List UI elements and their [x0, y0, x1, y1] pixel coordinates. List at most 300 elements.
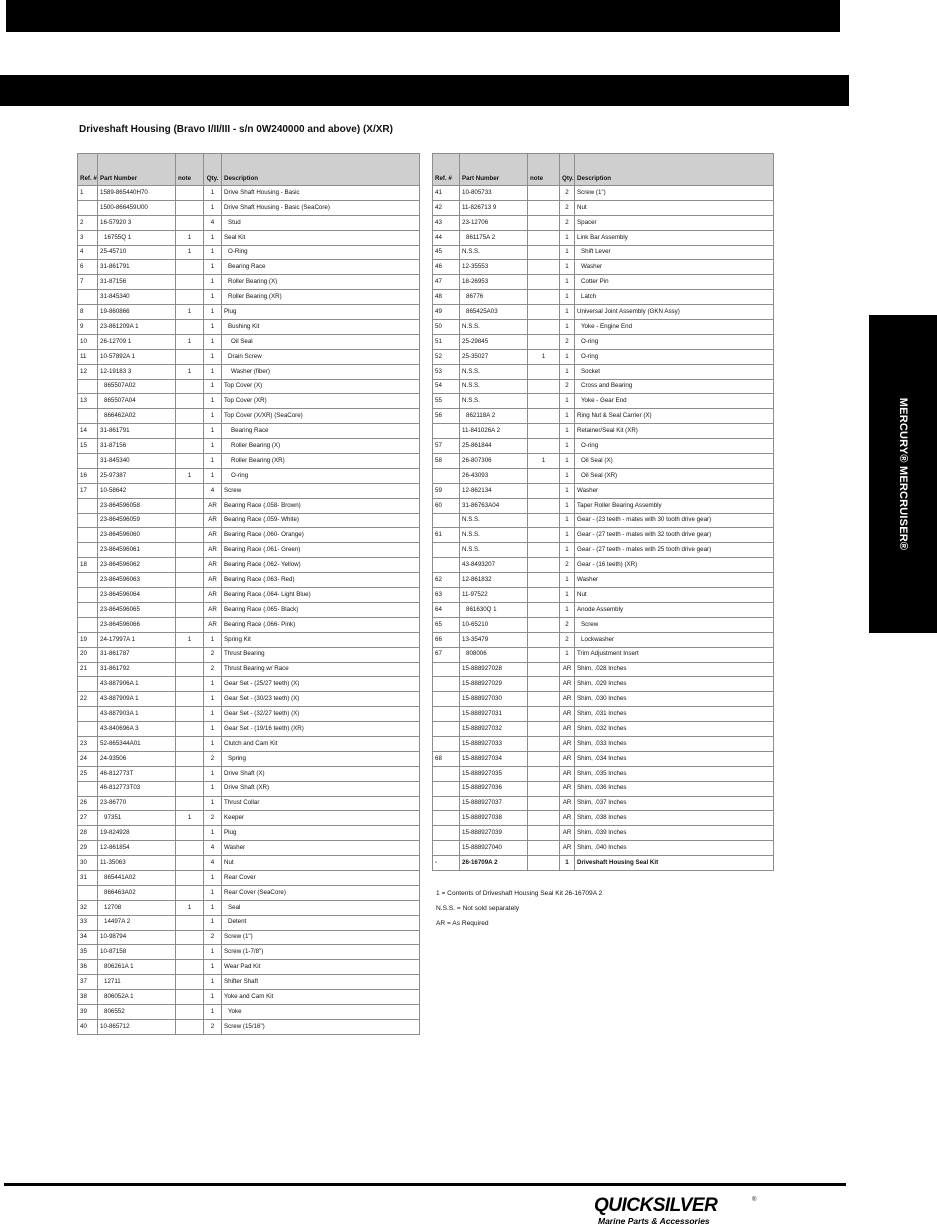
ref-cell: 23 — [78, 736, 98, 751]
ref-cell — [78, 409, 98, 424]
page-title: Driveshaft Housing (Bravo I/II/III - s/n 0W240000 and above) (X/XR) — [79, 124, 393, 135]
table-row — [78, 826, 420, 841]
qty-cell: 2 — [204, 662, 222, 677]
table-row — [433, 498, 774, 513]
description-cell: Yoke and Cam Kit — [222, 990, 420, 1005]
ref-cell: 2 — [78, 215, 98, 230]
table-row — [78, 1019, 420, 1034]
table-row — [433, 409, 774, 424]
ref-cell — [433, 796, 460, 811]
part-number-cell: 12-861832 — [460, 573, 528, 588]
qty-cell: 1 — [204, 260, 222, 275]
description-cell: Gear Set - (25/27 teeth) (X) — [222, 677, 420, 692]
part-number-cell: 865507A04 — [98, 394, 176, 409]
note-cell — [528, 364, 560, 379]
qty-cell: 1 — [204, 870, 222, 885]
table-row — [433, 454, 774, 469]
logo-registered-mark: ® — [752, 1197, 757, 1203]
part-number-cell: 25-29845 — [460, 334, 528, 349]
note-cell — [528, 826, 560, 841]
part-number-cell: 26-16709A 2 — [460, 856, 528, 871]
table-row — [78, 766, 420, 781]
description-cell: Ring Nut & Seal Carrier (X) — [575, 409, 774, 424]
table-row — [78, 558, 420, 573]
table-row — [78, 796, 420, 811]
ref-cell — [78, 781, 98, 796]
table-row — [78, 245, 420, 260]
description-cell: Anode Assembly — [575, 602, 774, 617]
description-cell: Retainer/Seal Kit (XR) — [575, 424, 774, 439]
part-number-cell: 97351 — [98, 811, 176, 826]
note-cell — [176, 588, 204, 603]
ref-cell: 28 — [78, 826, 98, 841]
qty-cell: 1 — [560, 454, 575, 469]
ref-cell: 3 — [78, 230, 98, 245]
table-row — [433, 588, 774, 603]
qty-cell: AR — [204, 528, 222, 543]
description-cell: Shim, .031 Inches — [575, 707, 774, 722]
description-cell: Screw (1") — [222, 930, 420, 945]
note-cell — [176, 320, 204, 335]
note-cell — [528, 707, 560, 722]
table-row — [78, 975, 420, 990]
ref-cell: 41 — [433, 186, 460, 201]
note-cell — [528, 632, 560, 647]
description-cell: Drive Shaft Housing - Basic — [222, 186, 420, 201]
header-note: note — [528, 154, 560, 186]
part-number-cell: 31-861787 — [98, 647, 176, 662]
part-number-cell: N.S.S. — [460, 245, 528, 260]
table-row — [433, 245, 774, 260]
qty-cell: 1 — [560, 409, 575, 424]
qty-cell: 1 — [560, 275, 575, 290]
ref-cell: 42 — [433, 200, 460, 215]
table-row — [78, 870, 420, 885]
note-cell — [528, 424, 560, 439]
qty-cell: 1 — [560, 468, 575, 483]
table-row — [78, 751, 420, 766]
note-cell — [528, 483, 560, 498]
part-number-cell: N.S.S. — [460, 364, 528, 379]
ref-cell: 43 — [433, 215, 460, 230]
part-number-cell: 43-887906A 1 — [98, 677, 176, 692]
qty-cell: 1 — [204, 439, 222, 454]
part-number-cell: 31-86763A04 — [460, 498, 528, 513]
qty-cell: 1 — [204, 409, 222, 424]
note-cell — [528, 677, 560, 692]
description-cell: Thrust Bearing — [222, 647, 420, 662]
part-number-cell: 1500-866459U00 — [98, 200, 176, 215]
table-row — [78, 677, 420, 692]
qty-cell: 1 — [204, 334, 222, 349]
table-row — [78, 454, 420, 469]
table-row — [433, 424, 774, 439]
description-cell: Top Cover (X/XR) (SeaCore) — [222, 409, 420, 424]
ref-cell: 11 — [78, 349, 98, 364]
part-number-cell: 12708 — [98, 900, 176, 915]
part-number-cell: 31-861791 — [98, 424, 176, 439]
footer-rule — [4, 1183, 846, 1186]
qty-cell: 1 — [204, 975, 222, 990]
description-cell: O-ring — [575, 334, 774, 349]
description-cell: Trim Adjustment Insert — [575, 647, 774, 662]
note-cell: 1 — [176, 811, 204, 826]
part-number-cell: 31-861791 — [98, 260, 176, 275]
note-cell — [176, 945, 204, 960]
qty-cell: AR — [204, 513, 222, 528]
part-number-cell: 865441A02 — [98, 870, 176, 885]
table-row — [78, 498, 420, 513]
note-cell — [528, 379, 560, 394]
ref-cell: 4 — [78, 245, 98, 260]
qty-cell: AR — [560, 662, 575, 677]
table-row — [433, 781, 774, 796]
part-number-cell: 12711 — [98, 975, 176, 990]
table-row — [78, 722, 420, 737]
ref-cell — [78, 513, 98, 528]
note-cell — [176, 409, 204, 424]
part-number-cell: 23-86770 — [98, 796, 176, 811]
description-cell: Gear Set - (19/16 teeth) (XR) — [222, 722, 420, 737]
qty-cell: 2 — [204, 811, 222, 826]
description-cell: Shim, .030 Inches — [575, 692, 774, 707]
part-number-cell: 23-12706 — [460, 215, 528, 230]
ref-cell — [433, 707, 460, 722]
ref-cell: 55 — [433, 394, 460, 409]
ref-cell — [433, 826, 460, 841]
ref-cell: 26 — [78, 796, 98, 811]
table-row — [78, 409, 420, 424]
description-cell: Bearing Race (.066- Pink) — [222, 617, 420, 632]
ref-cell: 8 — [78, 305, 98, 320]
qty-cell: 1 — [204, 707, 222, 722]
note-cell: 1 — [176, 900, 204, 915]
part-number-cell: 25-45710 — [98, 245, 176, 260]
qty-cell: 2 — [560, 558, 575, 573]
table-row — [433, 602, 774, 617]
note-cell — [528, 722, 560, 737]
ref-cell — [433, 468, 460, 483]
note-cell — [528, 662, 560, 677]
table-row — [78, 588, 420, 603]
description-cell: Drive Shaft Housing - Basic (SeaCore) — [222, 200, 420, 215]
qty-cell: AR — [204, 543, 222, 558]
part-number-cell: 11-97522 — [460, 588, 528, 603]
part-number-cell: 16-57920 3 — [98, 215, 176, 230]
qty-cell: 1 — [204, 945, 222, 960]
description-cell: Bearing Race (.065- Black) — [222, 602, 420, 617]
description-cell: O-ring — [575, 439, 774, 454]
table-row — [78, 647, 420, 662]
qty-cell: 1 — [204, 796, 222, 811]
description-cell: Thrust Bearing w/ Race — [222, 662, 420, 677]
table-row — [433, 186, 774, 201]
part-number-cell: 46-812773T03 — [98, 781, 176, 796]
note-cell — [176, 617, 204, 632]
table-row — [78, 305, 420, 320]
ref-cell: 39 — [78, 1004, 98, 1019]
description-cell: Roller Bearing (X) — [222, 275, 420, 290]
qty-cell: 1 — [560, 305, 575, 320]
note-cell: 1 — [176, 364, 204, 379]
ref-cell: 65 — [433, 617, 460, 632]
note-cell: 1 — [528, 349, 560, 364]
ref-cell: 57 — [433, 439, 460, 454]
part-number-cell: 12-19183 3 — [98, 364, 176, 379]
ref-cell — [78, 543, 98, 558]
part-number-cell: 15-888927030 — [460, 692, 528, 707]
note-cell — [528, 513, 560, 528]
qty-cell: 1 — [560, 856, 575, 871]
description-cell: Spring Kit — [222, 632, 420, 647]
description-cell: Roller Bearing (XR) — [222, 290, 420, 305]
table-row — [433, 513, 774, 528]
description-cell: Gear - (16 teeth) (XR) — [575, 558, 774, 573]
part-number-cell: 865507A02 — [98, 379, 176, 394]
part-number-cell: N.S.S. — [460, 379, 528, 394]
qty-cell: AR — [204, 602, 222, 617]
description-cell: Shim, .038 Inches — [575, 811, 774, 826]
footnote-nss: N.S.S. = Not sold separately — [436, 905, 520, 912]
ref-cell: 29 — [78, 841, 98, 856]
description-cell: Driveshaft Housing Seal Kit — [575, 856, 774, 871]
note-cell — [176, 662, 204, 677]
part-number-cell: 15-888927031 — [460, 707, 528, 722]
table-row — [78, 424, 420, 439]
description-cell: O-ring — [575, 349, 774, 364]
qty-cell: 1 — [204, 424, 222, 439]
note-cell — [176, 885, 204, 900]
qty-cell: 1 — [204, 186, 222, 201]
note-cell — [528, 468, 560, 483]
table-header-row — [78, 154, 420, 186]
description-cell: Shim, .037 Inches — [575, 796, 774, 811]
note-cell — [176, 975, 204, 990]
ref-cell: 64 — [433, 602, 460, 617]
note-cell — [176, 394, 204, 409]
part-number-cell: 15-888927032 — [460, 722, 528, 737]
description-cell: Shim, .034 Inches — [575, 751, 774, 766]
table-row — [433, 468, 774, 483]
ref-cell: 46 — [433, 260, 460, 275]
table-row — [78, 439, 420, 454]
part-number-cell: 25-861844 — [460, 439, 528, 454]
description-cell: Shim, .035 Inches — [575, 766, 774, 781]
table-row — [78, 781, 420, 796]
part-number-cell: 86776 — [460, 290, 528, 305]
qty-cell: 2 — [204, 1019, 222, 1034]
part-number-cell: 23-864596064 — [98, 588, 176, 603]
ref-cell — [78, 722, 98, 737]
part-number-cell: 806052A 1 — [98, 990, 176, 1005]
table-row — [433, 662, 774, 677]
note-cell — [528, 856, 560, 871]
ref-cell: 37 — [78, 975, 98, 990]
part-number-cell: 25-35027 — [460, 349, 528, 364]
part-number-cell: 43-840696A 3 — [98, 722, 176, 737]
table-row — [433, 796, 774, 811]
description-cell: Socket — [575, 364, 774, 379]
part-number-cell: 25-97387 — [98, 468, 176, 483]
description-cell: O-Ring — [222, 245, 420, 260]
qty-cell: 1 — [204, 275, 222, 290]
description-cell: Seal — [222, 900, 420, 915]
table-header-row — [433, 154, 774, 186]
table-row — [78, 394, 420, 409]
part-number-cell: 15-888927034 — [460, 751, 528, 766]
description-cell: Oil Seal (XR) — [575, 468, 774, 483]
description-cell: Roller Bearing (XR) — [222, 454, 420, 469]
table-row — [433, 543, 774, 558]
qty-cell: 1 — [560, 349, 575, 364]
ref-cell — [78, 707, 98, 722]
description-cell: Shim, .032 Inches — [575, 722, 774, 737]
description-cell: Bearing Race (.059- White) — [222, 513, 420, 528]
parts-table-right — [432, 153, 774, 871]
part-number-cell: 12-862134 — [460, 483, 528, 498]
qty-cell: 2 — [560, 200, 575, 215]
qty-cell: AR — [204, 588, 222, 603]
ref-cell: 36 — [78, 960, 98, 975]
note-cell — [176, 513, 204, 528]
description-cell: Rear Cover — [222, 870, 420, 885]
part-number-cell: 31-861792 — [98, 662, 176, 677]
qty-cell: 1 — [560, 543, 575, 558]
description-cell: Wear Pad Kit — [222, 960, 420, 975]
qty-cell: AR — [560, 736, 575, 751]
ref-cell — [78, 573, 98, 588]
note-cell — [528, 796, 560, 811]
qty-cell: 2 — [560, 186, 575, 201]
part-number-cell: 23-864596062 — [98, 558, 176, 573]
qty-cell: 2 — [560, 215, 575, 230]
note-cell — [528, 528, 560, 543]
table-row — [78, 632, 420, 647]
part-number-cell: 15-888927040 — [460, 841, 528, 856]
ref-cell: 59 — [433, 483, 460, 498]
description-cell: Thrust Collar — [222, 796, 420, 811]
table-row — [433, 394, 774, 409]
ref-cell — [433, 513, 460, 528]
side-tab-label: MERCURY® MERCRUISER® — [897, 397, 909, 551]
ref-cell: 24 — [78, 751, 98, 766]
note-cell — [176, 1004, 204, 1019]
table-row — [433, 528, 774, 543]
ref-cell: 27 — [78, 811, 98, 826]
qty-cell: 1 — [204, 454, 222, 469]
description-cell: O-ring — [222, 468, 420, 483]
table-row — [433, 617, 774, 632]
note-cell — [176, 498, 204, 513]
table-row — [433, 275, 774, 290]
ref-cell — [78, 290, 98, 305]
description-cell: Bearing Race (.058- Brown) — [222, 498, 420, 513]
part-number-cell: 806552 — [98, 1004, 176, 1019]
table-row — [433, 722, 774, 737]
ref-cell — [78, 200, 98, 215]
part-number-cell: 806261A 1 — [98, 960, 176, 975]
ref-cell: 17 — [78, 483, 98, 498]
qty-cell: 1 — [204, 990, 222, 1005]
table-row — [433, 736, 774, 751]
description-cell: Clutch and Cam Kit — [222, 736, 420, 751]
note-cell — [528, 543, 560, 558]
table-row — [78, 186, 420, 201]
note-cell — [176, 186, 204, 201]
description-cell: Yoke - Gear End — [575, 394, 774, 409]
table-row — [433, 856, 774, 871]
ref-cell: 35 — [78, 945, 98, 960]
part-number-cell: N.S.S. — [460, 394, 528, 409]
note-cell — [176, 260, 204, 275]
note-cell — [176, 915, 204, 930]
description-cell: Yoke — [222, 1004, 420, 1019]
description-cell: Top Cover (X) — [222, 379, 420, 394]
note-cell — [528, 647, 560, 662]
table-row — [433, 632, 774, 647]
table-row — [433, 677, 774, 692]
description-cell: Oil Seal — [222, 334, 420, 349]
qty-cell: 1 — [560, 320, 575, 335]
qty-cell: AR — [560, 766, 575, 781]
note-cell — [528, 394, 560, 409]
ref-cell: 63 — [433, 588, 460, 603]
part-number-cell: 23-864596059 — [98, 513, 176, 528]
note-cell — [176, 379, 204, 394]
description-cell: Roller Bearing (X) — [222, 439, 420, 454]
ref-cell: 32 — [78, 900, 98, 915]
table-row — [78, 320, 420, 335]
table-row — [78, 200, 420, 215]
note-cell — [176, 736, 204, 751]
note-cell: 1 — [176, 632, 204, 647]
ref-cell: 7 — [78, 275, 98, 290]
ref-cell — [433, 558, 460, 573]
note-cell — [528, 215, 560, 230]
note-cell — [528, 558, 560, 573]
ref-cell: - — [433, 856, 460, 871]
table-row — [78, 885, 420, 900]
description-cell: Screw — [222, 483, 420, 498]
table-row — [78, 230, 420, 245]
note-cell — [176, 692, 204, 707]
qty-cell: 1 — [204, 349, 222, 364]
description-cell: Cotter Pin — [575, 275, 774, 290]
note-cell: 1 — [176, 230, 204, 245]
ref-cell — [78, 528, 98, 543]
note-cell — [528, 588, 560, 603]
qty-cell: 2 — [560, 334, 575, 349]
description-cell: Shim, .028 Inches — [575, 662, 774, 677]
ref-cell: 21 — [78, 662, 98, 677]
logo-tagline: Marine Parts & Accessories — [598, 1216, 710, 1226]
qty-cell: AR — [204, 617, 222, 632]
ref-cell: 20 — [78, 647, 98, 662]
description-cell: Rear Cover (SeaCore) — [222, 885, 420, 900]
note-cell — [528, 260, 560, 275]
part-number-cell: 11-826713 9 — [460, 200, 528, 215]
description-cell: Washer — [575, 260, 774, 275]
note-cell — [176, 841, 204, 856]
qty-cell: 1 — [204, 900, 222, 915]
qty-cell: 1 — [204, 468, 222, 483]
note-cell — [528, 692, 560, 707]
part-number-cell: 15-888927035 — [460, 766, 528, 781]
note-cell — [176, 349, 204, 364]
description-cell: Bushing Kit — [222, 320, 420, 335]
description-cell: Drive Shaft (X) — [222, 766, 420, 781]
part-number-cell: 24-93506 — [98, 751, 176, 766]
